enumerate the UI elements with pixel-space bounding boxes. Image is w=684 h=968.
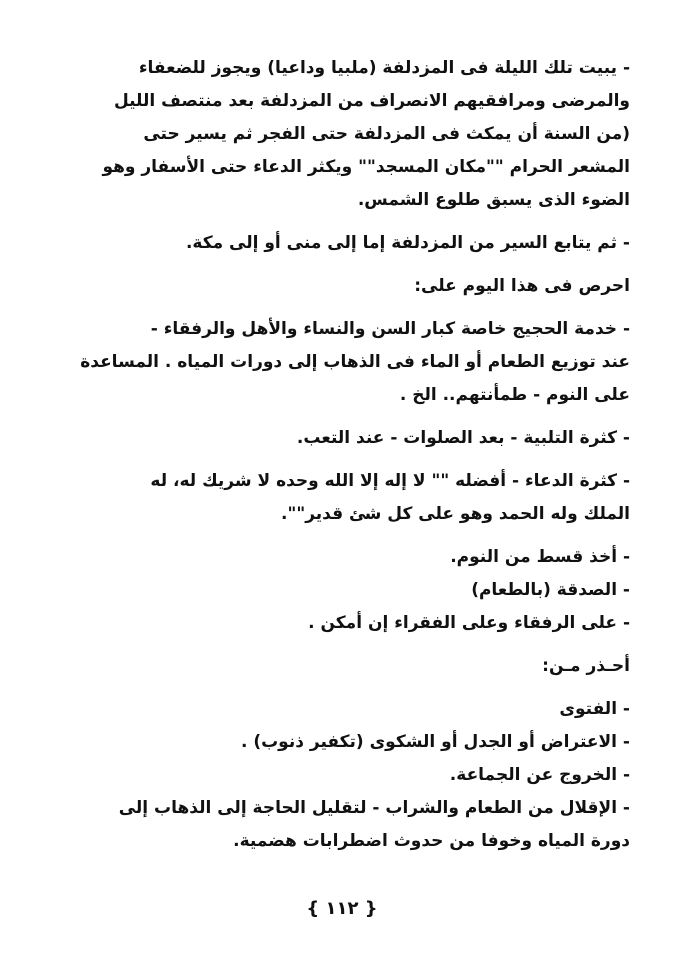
text-line: الضوء الذى يسبق طلوع الشمس.: [357, 190, 630, 210]
text-line: - خدمة الحجيج خاصة كبار السن والنساء والأهل والرفقاء -: [150, 319, 630, 339]
text-line: - الإقلال من الطعام والشراب - لتقليل الحاجة إلى الذهاب إلى: [118, 798, 630, 818]
page-body: [52, 52, 630, 858]
text-line: - الخروج عن الجماعة.: [449, 765, 630, 785]
text-line: - كثرة التلبية - بعد الصلوات - عند التعب.: [296, 428, 630, 448]
text-line: دورة المياه وخوفا من حدوث اضطرابات هضمية.: [233, 831, 630, 851]
para-leaving-group: [52, 759, 630, 792]
heading-beware: [52, 650, 630, 683]
text-line: عند توزيع الطعام أو الماء فى الذهاب إلى دورات المياه . المساعدة: [80, 352, 630, 372]
para-objection: [52, 726, 630, 759]
text-line: - الاعتراض أو الجدل أو الشكوى (تكفير ذنوب) .: [240, 732, 630, 752]
text-line: والمرضى ومرافقيهم الانصراف من المزدلفة بعد منتصف الليل: [113, 91, 630, 111]
heading-be-keen: [52, 270, 630, 303]
para-fatwa: [52, 693, 630, 726]
text-line: (من السنة أن يمكث فى المزدلفة حتى الفجر ثم يسير حتى: [143, 124, 630, 144]
text-line: الملك وله الحمد وهو على كل شئ قدير"".: [281, 504, 630, 524]
para-muzdalifah-overnight: [52, 52, 630, 217]
text-line: - الصدقة (بالطعام): [471, 580, 630, 600]
text-line: - كثرة الدعاء - أفضله "" لا إله إلا الله وحده لا شريك له، له: [150, 471, 630, 491]
para-continue-journey: [52, 227, 630, 260]
text-line: - على الرفقاء وعلى الفقراء إن أمكن .: [308, 613, 630, 633]
text-line: المشعر الحرام ""مكان المسجد"" ويكثر الدعاء حتى الأسفار وهو: [102, 157, 630, 177]
para-companions: [52, 607, 630, 640]
para-reduce-food: [52, 792, 630, 858]
para-dua: [52, 465, 630, 531]
para-serve-pilgrims: [52, 313, 630, 412]
para-sleep: [52, 541, 630, 574]
section-heading: أحـذر مـن:: [542, 656, 630, 676]
text-line: - يبيت تلك الليلة فى المزدلفة (ملبيا وداعيا) ويجوز للضعفاء: [138, 58, 630, 78]
section-heading: احرص فى هذا اليوم على:: [414, 276, 630, 296]
text-line: على النوم - طمأنتهم.. الخ .: [399, 385, 630, 405]
text-line: - ثم يتابع السير من المزدلفة إما إلى منى أو إلى مكة.: [185, 233, 630, 253]
text-line: - أخذ قسط من النوم.: [450, 547, 630, 567]
para-talbiyah: [52, 422, 630, 455]
text-line: - الفتوى: [559, 699, 630, 719]
page-number: { ١١٢ }: [306, 898, 378, 919]
para-charity: [52, 574, 630, 607]
